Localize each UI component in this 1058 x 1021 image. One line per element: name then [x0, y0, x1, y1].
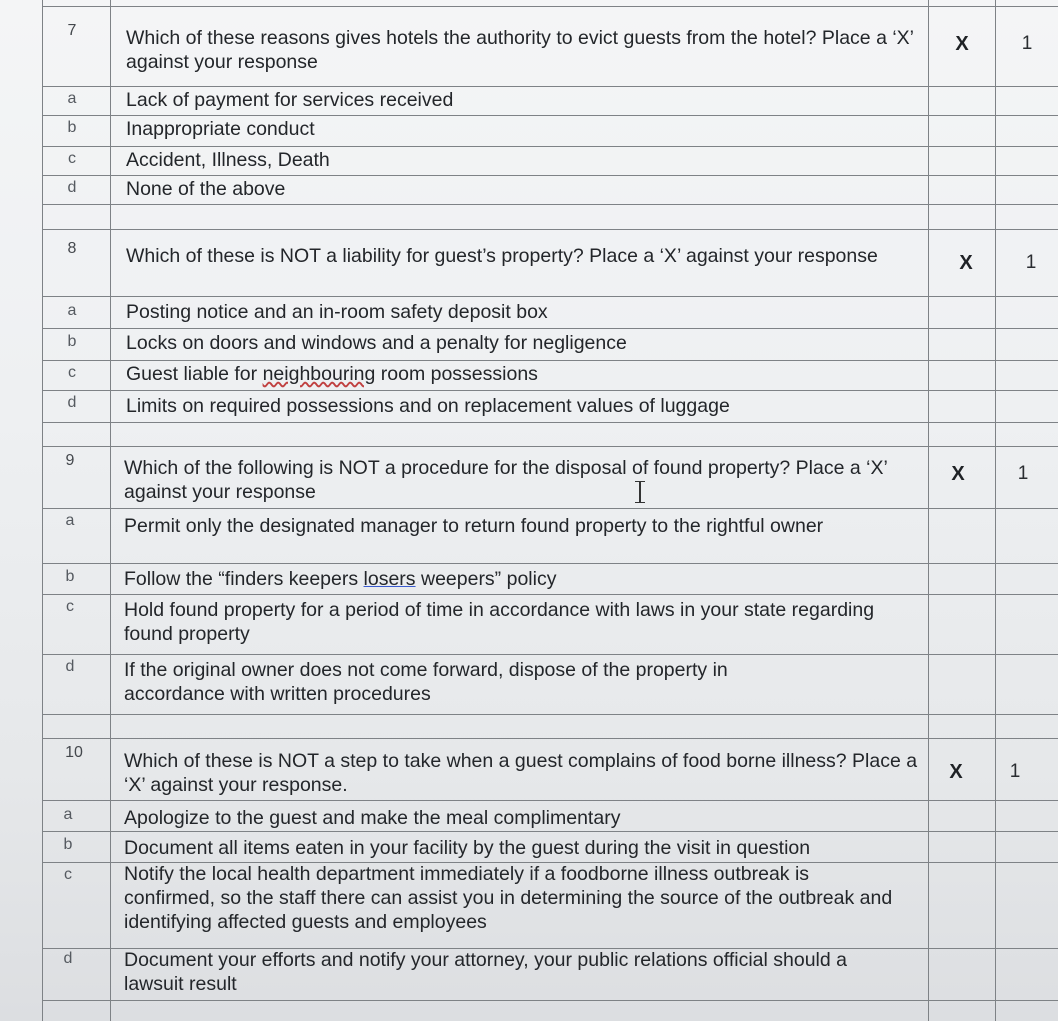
row-line	[42, 714, 1058, 715]
score: 1	[1009, 761, 1021, 782]
option-text: Hold found property for a period of time in accordance with laws in your state regarding found property	[124, 599, 875, 645]
option-letter: d	[63, 950, 73, 967]
option-text-pre: Guest liable for	[126, 363, 263, 385]
option-letter: a	[67, 302, 77, 319]
answer-mark: X	[949, 761, 963, 783]
option-text: Notify the local health department immediately if a foodborne illness outbreak is confirmed, so the staff there can assist you in determining the source of the outbreak and identifying affected guests and employees	[124, 863, 893, 933]
spellcheck-word: neighbouring	[262, 363, 376, 385]
answer-mark: X	[959, 252, 973, 274]
option-text: Permit only the designated manager to return found property to the rightful owner	[124, 515, 824, 537]
score: 1	[1025, 252, 1037, 273]
row-line	[42, 115, 1058, 116]
letter-column-divider	[110, 0, 111, 1021]
question-text: Which of the following is NOT a procedure for the disposal of found property? Place a ‘X’ against your response	[124, 457, 888, 503]
option-text: Document all items eaten in your facility by the guest during the visit in question	[124, 837, 811, 859]
option-text: Lack of payment for services received	[126, 89, 454, 111]
question-text: Which of these reasons gives hotels the authority to evict guests from the hotel? Place a ‘X’ against your response	[126, 27, 914, 73]
question-number: 8	[67, 240, 77, 257]
row-line	[42, 390, 1058, 391]
left-border	[42, 0, 43, 1021]
option-letter: c	[68, 364, 76, 381]
option-text: Inappropriate conduct	[126, 118, 315, 140]
option-text	[124, 567, 556, 591]
row-line	[42, 1000, 1058, 1001]
option-text: Locks on doors and windows and a penalty for negligence	[126, 332, 627, 354]
underlined-word: losers	[363, 568, 416, 590]
row-line	[42, 446, 1058, 447]
option-letter: a	[65, 512, 75, 529]
row-line	[42, 563, 1058, 564]
question-column-divider	[928, 0, 929, 1021]
question-text: Which of these is NOT a liability for guest’s property? Place a ‘X’ against your response	[126, 245, 878, 267]
option-letter: b	[65, 568, 75, 585]
row-line	[42, 654, 1058, 655]
row-line	[42, 508, 1058, 509]
option-letter: c	[64, 866, 72, 883]
option-letter: d	[67, 394, 77, 411]
option-letter: b	[63, 836, 73, 853]
question-number: 9	[65, 452, 75, 469]
row-line	[42, 146, 1058, 147]
row-line	[42, 204, 1058, 205]
row-line	[42, 594, 1058, 595]
option-text	[126, 362, 538, 386]
row-line	[42, 360, 1058, 361]
score: 1	[1017, 463, 1029, 484]
mark-column-divider	[995, 0, 996, 1021]
score: 1	[1021, 33, 1033, 54]
row-line	[42, 296, 1058, 297]
question-number: 10	[65, 744, 83, 761]
option-letter: b	[67, 333, 77, 350]
option-text: If the original owner does not come forward, dispose of the property in accordance with written procedures	[124, 659, 728, 705]
row-line	[42, 422, 1058, 423]
option-letter: c	[66, 598, 74, 615]
row-line	[42, 800, 1058, 801]
answer-mark: X	[951, 463, 965, 485]
option-text-pre: Follow the “finders keepers	[124, 568, 364, 590]
option-letter: d	[65, 658, 75, 675]
question-number: 7	[67, 22, 77, 39]
row-line	[42, 6, 1058, 7]
row-line	[42, 86, 1058, 87]
option-text: Apologize to the guest and make the meal complimentary	[124, 807, 621, 829]
option-letter: b	[67, 119, 77, 136]
option-text-post: room possessions	[375, 363, 538, 385]
option-text: Accident, Illness, Death	[126, 149, 330, 171]
option-text: None of the above	[126, 178, 286, 200]
option-letter: a	[63, 806, 73, 823]
option-letter: d	[67, 179, 77, 196]
row-line	[42, 229, 1058, 230]
option-letter: a	[67, 90, 77, 107]
option-letter: c	[68, 150, 76, 167]
text-cursor-icon	[634, 481, 646, 503]
option-text-post: weepers” policy	[415, 568, 557, 590]
answer-mark: X	[955, 33, 969, 55]
row-line	[42, 831, 1058, 832]
row-line	[42, 175, 1058, 176]
question-text: Which of these is NOT a step to take when a guest complains of food borne illness? Place a ‘X’ against your response.	[124, 750, 918, 796]
option-text: Limits on required possessions and on replacement values of luggage	[126, 395, 730, 417]
row-line	[42, 328, 1058, 329]
option-text: Document your efforts and notify your attorney, your public relations official should a lawsuit result	[124, 949, 847, 995]
option-text: Posting notice and an in-room safety deposit box	[126, 301, 548, 323]
row-line	[42, 738, 1058, 739]
